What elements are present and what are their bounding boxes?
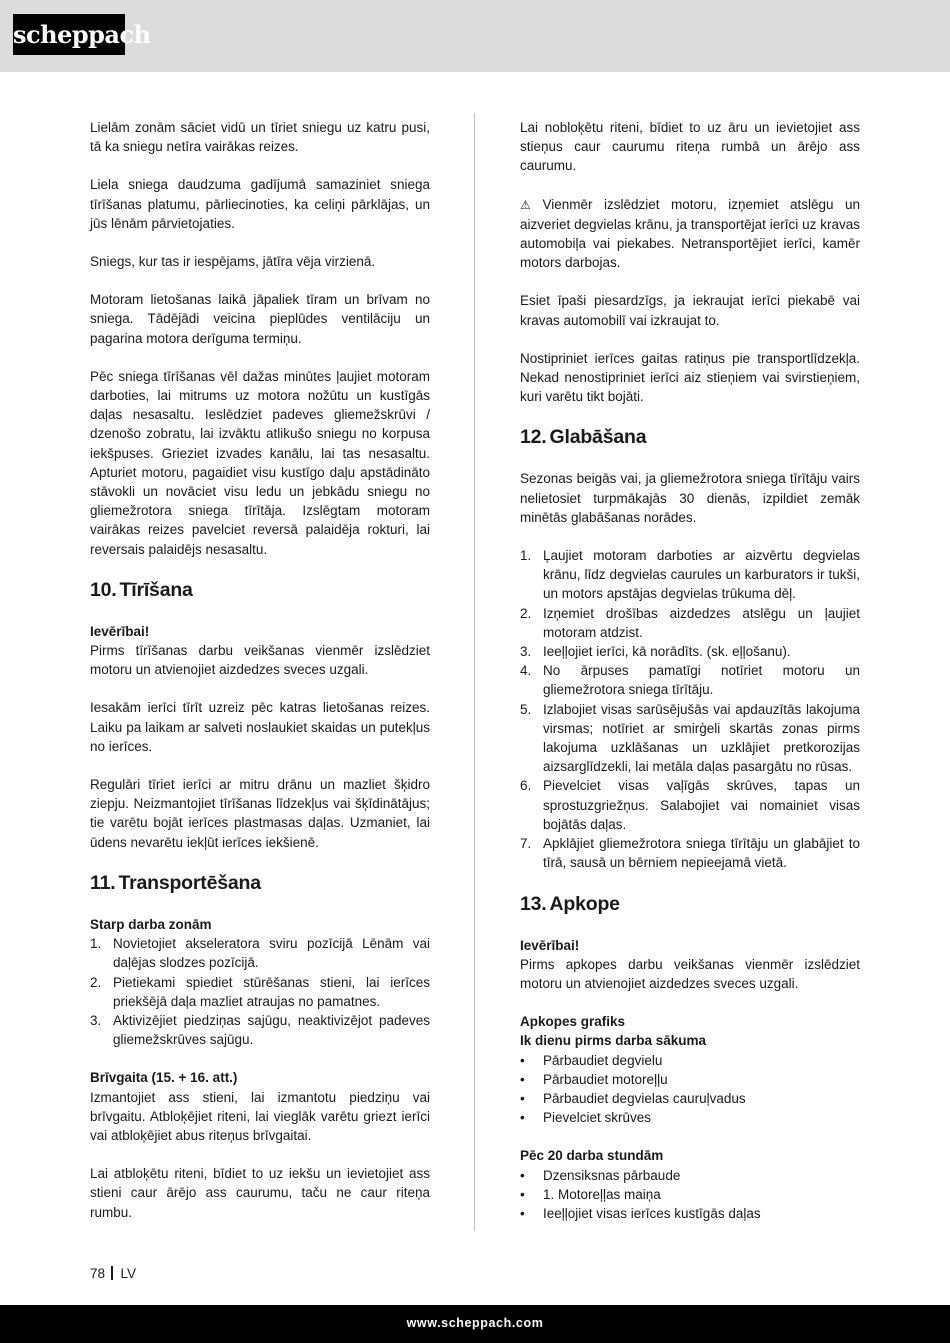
list-item: 1. Ļaujiet motoram darboties ar aizvērtu degvielas krānu, līdz degvielas caurules un karburators ir tukši, un motors apstājas degvielas trūkuma dēļ.: [520, 548, 860, 602]
section-title: Glabāšana: [549, 426, 647, 449]
subheading: Ik dienu pirms darba sākuma: [520, 1033, 707, 1049]
list-item: • Pievelciet skrūves: [520, 1110, 652, 1126]
section-title: Tīrīšana: [119, 578, 193, 601]
paragraph: Nostipriniet ierīces gaitas ratiņus pie transportlīdzekļa. Nekad nenostipriniet ierīci aiz stieņiem vai svirstieņiem, kuri varētu tikt bojāti.: [520, 350, 860, 405]
header-band: [0, 0, 950, 72]
section-title: Apkope: [549, 892, 620, 915]
column-divider: [474, 113, 475, 1231]
footer-band: [0, 1305, 950, 1343]
subheading: Starp darba zonām: [90, 916, 212, 932]
paragraph: Sniegs, kur tas ir iespējams, jātīra vēja virzienā.: [90, 254, 376, 270]
list-item: 3. Aktivizējiet piedziņas sajūgu, neaktivizējot padeves gliemežskrūves sajūgu.: [90, 1012, 430, 1048]
subheading: Pēc 20 darba stundām: [520, 1148, 664, 1164]
paragraph: Izmantojiet ass stieni, lai izmantotu piedziņu vai brīvgaitu. Atbloķējiet riteni, lai vieglāk varētu griezt ierīci vai atbloķējiet abus riteņus brīvgaitai.: [90, 1089, 430, 1143]
subheading: Apkopes grafiks: [520, 1014, 626, 1030]
page-number: 78: [90, 1266, 106, 1281]
website-link[interactable]: www.scheppach.com: [406, 1316, 544, 1330]
section-number: 12.: [520, 426, 547, 449]
list-item: 2. Pietiekami spiediet stūrēšanas stieni, lai ierīces priekšējā daļa mazliet atraujas no pamatnes.: [90, 974, 430, 1009]
paragraph: Lielām zonām sāciet vidū un tīriet sniegu uz katru pusi, tā ka sniegu netīra vairākas reizes.: [90, 120, 430, 155]
paragraph: Lai atbloķētu riteni, bīdiet to uz iekšu un ievietojiet ass stieni caur ārējo ass caurumu, taču ne caur riteņa rumbu.: [90, 1166, 430, 1220]
section-heading-transport: [90, 871, 430, 895]
left-column: [90, 118, 430, 1241]
scheppach-logo: scheppach: [13, 14, 125, 55]
language-code: LV: [120, 1266, 137, 1281]
list-item: • Pārbaudiet degvielas cauruļvadus: [520, 1090, 746, 1106]
paragraph: Liela sniega daudzuma gadījumā samaziniet sniega tīrīšanas platumu, pārliecinoties, ka celiņi pārklājas, un jūs lēnām pārvietojaties.: [90, 177, 430, 231]
paragraph: Esiet īpaši piesardzīgs, ja iekraujat ierīci piekabē vai kravas automobilī vai izkraujat to.: [520, 293, 860, 328]
section-number: 10.: [90, 578, 117, 601]
warning-icon: ⚠: [520, 197, 539, 212]
list-item: • 1. Motoreļļas maiņa: [520, 1186, 661, 1202]
numbered-list: [520, 546, 860, 872]
separator: [111, 1266, 113, 1280]
list-item: 2. Izņemiet drošības aizdedzes atslēgu un ļaujiet motoram atdzist.: [520, 605, 860, 640]
list-item: 3. Ieeļļojiet ierīci, kā norādīts. (sk. eļļošanu).: [520, 644, 791, 660]
paragraph: Pirms tīrīšanas darbu veikšanas vienmēr izslēdziet motoru un atvienojiet aizdedzes sveces uzgali.: [90, 643, 430, 678]
bullet-list: [520, 1051, 860, 1128]
section-title: Transportēšana: [118, 871, 261, 894]
paragraph: Iesakām ierīci tīrīt uzreiz pēc katras lietošanas reizes. Laiku pa laikam ar salveti noslaukiet skaidas un putekļus no ierīces.: [90, 700, 430, 754]
section-heading-storage: [520, 425, 860, 449]
subheading: Brīvgaita (15. + 16. att.): [90, 1070, 238, 1086]
section-number: 11.: [90, 871, 116, 894]
list-item: • Dzensiksnas pārbaude: [520, 1167, 681, 1183]
caution-label: Ievērībai!: [90, 623, 150, 639]
warning-paragraph: ⚠ Vienmēr izslēdziet motoru, izņemiet atslēgu un aizveriet degvielas krānu, ja transportējat ierīci uz kravas automobiļa vai piekabes. Netransportējiet ierīci, kamēr motors darbojas.: [520, 196, 860, 271]
section-number: 13.: [520, 892, 547, 915]
list-item: • Pārbaudiet motoreļļu: [520, 1071, 668, 1087]
list-item: 5. Izlabojiet visas sarūsējušās vai apdauzītās lakojuma virsmas; notīriet ar smirģeli skartās zonas pirms lakojuma uzklāšanas un uzklājiet pretkorozijas aizsarglīdzekli, lai metāla daļas pasargātu no rūsas.: [520, 701, 860, 775]
list-item: 7. Apklājiet gliemežrotora sniega tīrītāju un glabājiet to tīrā, sausā un bērniem nepieejamā vietā.: [520, 836, 860, 871]
paragraph: Regulāri tīriet ierīci ar mitru drānu un mazliet šķidro ziepju. Neizmantojiet tīrīšanas līdzekļus vai šķīdinātājus; tie varētu bojāt ierīces plastmasas daļas. Uzmaniet, lai ūdens nevarētu iekļūt ierīces iekšienē.: [90, 777, 430, 850]
list-item: • Pārbaudiet degvielu: [520, 1052, 663, 1068]
list-item: 4. No ārpuses pamatīgi notīriet motoru un gliemežrotora sniega tīrītāju.: [520, 663, 860, 698]
paragraph: Sezonas beigās vai, ja gliemežrotora sniega tīrītāju vairs nelietosiet turpmākajās 30 dienās, izpildiet zemāk minētās glabāšanas norādes.: [520, 471, 860, 525]
list-item: • Ieeļļojiet visas ierīces kustīgās daļas: [520, 1205, 761, 1221]
list-item: 1. Novietojiet akseleratora sviru pozīcijā Lēnām vai daļējas slodzes pozīcijā.: [90, 936, 430, 971]
paragraph: Motoram lietošanas laikā jāpaliek tīram un brīvam no sniega. Tādējādi veicina pieplūdes ventilāciju un pagarina motora derīguma termiņu.: [90, 292, 430, 346]
section-heading-maintenance: [520, 892, 860, 916]
section-heading-cleaning: [90, 578, 430, 602]
paragraph: Pirms apkopes darbu veikšanas vienmēr izslēdziet motoru un atvienojiet aizdedzes sveces uzgali.: [520, 956, 860, 991]
caution-label: Ievērībai!: [520, 937, 580, 953]
paragraph: Pēc sniega tīrīšanas vēl dažas minūtes ļaujiet motoram darboties, lai mitrums uz motora nožūtu un kustīgās daļas nesasaltu. Ieslēdziet padeves gliemežskrūvi / dzenošo zobratu, lai izvāktu atlikušo sniegu no korpusa iekšpuses. Grieziet izvades kanālu, lai tas nesasaltu. Apturiet motoru, pagaidiet visu kustīgo daļu apstādināto stāvokli un novāciet visu ledu un jebkādu sniegu no gliemežrotora sniega tīrītāja. Izslēgtam motoram vairākas reizes pavelciet reversā palaidēja rokturi, lai reversais palaidējs nesasaltu.: [90, 368, 430, 557]
page-number-area: [90, 1265, 136, 1283]
list-item: 6. Pievelciet visas vaļīgās skrūves, tapas un sprostuzgriežņus. Salabojiet vai nomainiet visas bojātās daļas.: [520, 778, 860, 832]
bullet-list: [520, 1166, 860, 1224]
right-column: [520, 118, 860, 1242]
paragraph: Lai nobloķētu riteni, bīdiet to uz āru un ievietojiet ass stieņus caur caurumu riteņa rumbā un ārējo ass caurumu.: [520, 120, 860, 174]
numbered-list: [90, 934, 430, 1049]
